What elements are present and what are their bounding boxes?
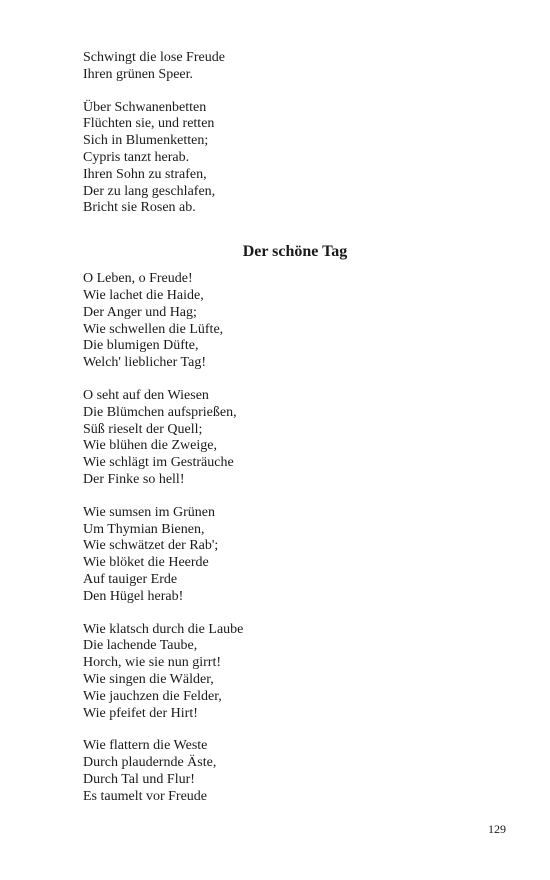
verse-line: Cypris tanzt herab. — [83, 149, 190, 165]
poem-title: Der schöne Tag — [242, 243, 348, 261]
verse-line: Der Finke so hell! — [83, 471, 185, 487]
verse-line: Ihren Sohn zu strafen, — [83, 166, 207, 182]
verse-line: Bricht sie Rosen ab. — [83, 200, 196, 216]
verse-line: Wie singen die Wälder, — [83, 671, 214, 687]
verse-line: Durch Tal und Flur! — [83, 771, 195, 787]
verse-line: Der Anger und Hag; — [83, 304, 197, 320]
poem — [83, 271, 503, 805]
verse-line: Flüchten sie, und retten — [83, 116, 215, 132]
verse-line: Über Schwanenbetten — [83, 99, 207, 115]
page-number: 129 — [488, 822, 506, 836]
stanza — [83, 738, 503, 805]
verse-line: Ihren grünen Speer. — [83, 66, 194, 82]
verse-line: Sich in Blumenketten; — [83, 133, 209, 149]
verse-line: Wie pfeifet der Hirt! — [83, 705, 198, 721]
verse-line: Wie schwätzet der Rab'; — [83, 538, 219, 554]
verse-line: Die blumigen Düfte, — [83, 338, 199, 354]
stanza — [83, 50, 503, 84]
verse-line: Wie blöket die Heerde — [83, 555, 209, 571]
verse-line: Die Blümchen aufsprießen, — [83, 404, 237, 420]
verse-line: Welch' lieblicher Tag! — [83, 355, 206, 371]
verse-line: Die lachende Taube, — [83, 638, 198, 654]
verse-line: Den Hügel herab! — [83, 588, 184, 604]
verse-line: Wie blühen die Zweige, — [83, 438, 217, 454]
stanza — [83, 100, 503, 218]
stanza — [83, 505, 503, 606]
verse-line: Wie flattern die Weste — [83, 738, 208, 754]
previous-poem-ending — [83, 50, 503, 217]
verse-line: Der zu lang geschlafen, — [83, 183, 216, 199]
verse-line: Durch plaudernde Äste, — [83, 755, 217, 771]
verse-line: Wie sumsen im Grünen — [83, 504, 216, 520]
verse-line: Um Thymian Bienen, — [83, 521, 205, 537]
verse-line: Wie lachet die Haide, — [83, 287, 204, 303]
verse-line: Wie jauchzen die Felder, — [83, 688, 222, 704]
stanza — [83, 271, 503, 372]
verse-line: Süß rieselt der Quell; — [83, 421, 203, 437]
verse-line: O Leben, o Freude! — [83, 271, 193, 287]
page-body — [83, 50, 503, 821]
verse-line: Horch, wie sie nun girrt! — [83, 655, 222, 671]
verse-line: Wie klatsch durch die Laube — [83, 621, 244, 637]
verse-line: Wie schwellen die Lüfte, — [83, 321, 224, 337]
verse-line: Auf tauiger Erde — [83, 571, 178, 587]
verse-line: Schwingt die lose Freude — [83, 50, 225, 65]
stanza — [83, 388, 503, 489]
verse-line: O seht auf den Wiesen — [83, 387, 209, 403]
stanza — [83, 622, 503, 723]
verse-line: Es taumelt vor Freude — [83, 788, 208, 804]
verse-line: Wie schlägt im Gesträuche — [83, 455, 234, 471]
